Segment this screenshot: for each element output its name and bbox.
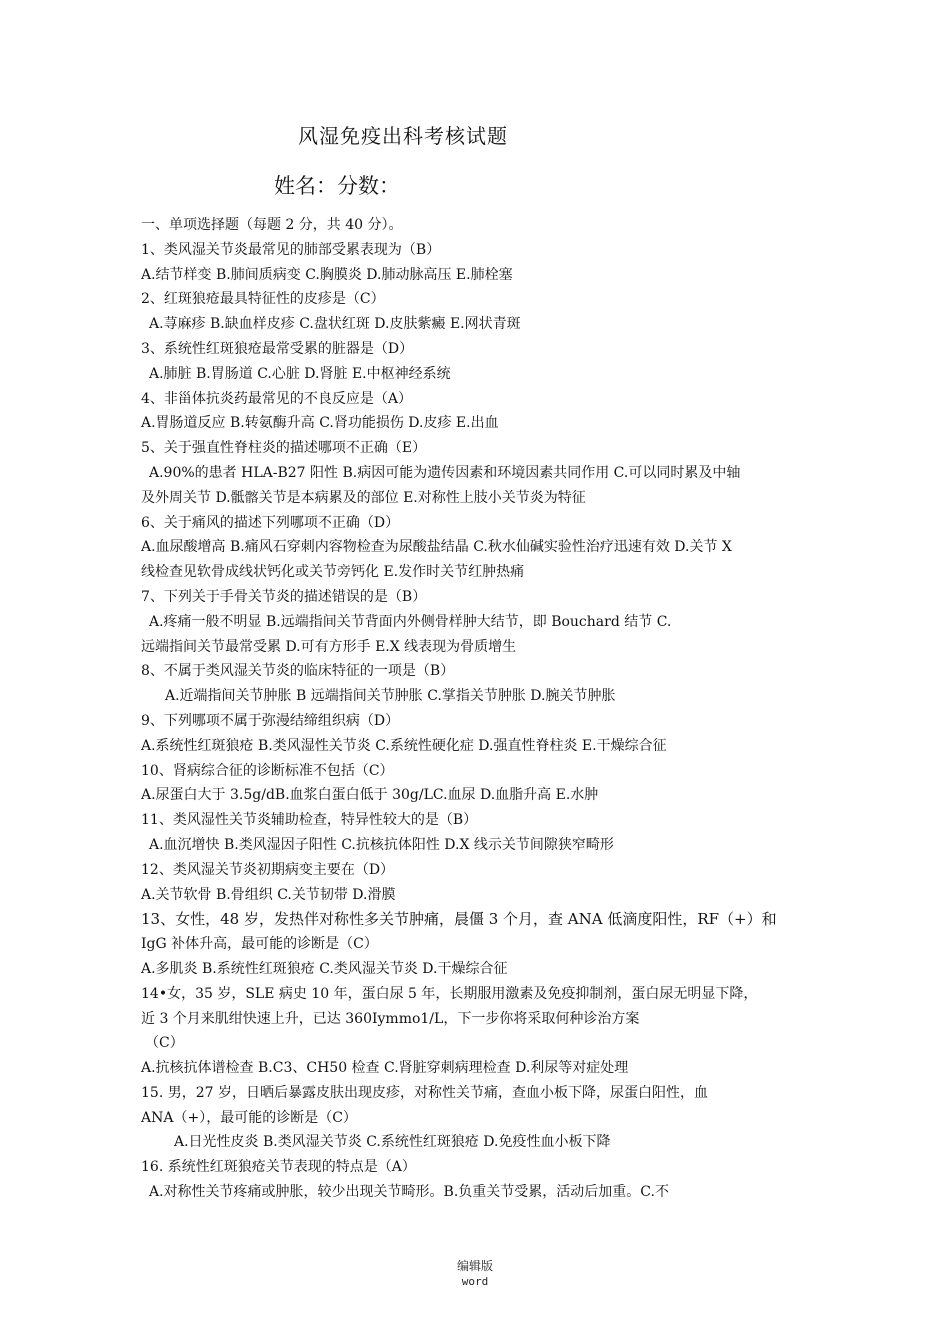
options-16: A.对称性关节疼痛或肿胀，较少出现关节畸形。B.负重关节受累，活动后加重。C.不: [149, 1184, 669, 1201]
options-8: A.近端指间关节肿胀 B 远端指间关节肿胀 C.掌指关节肿胀 D.腕关节肿胀: [165, 688, 616, 705]
question-15-line-2: ANA（+），最可能的诊断是（C）: [141, 1109, 357, 1126]
question-14-answer: （C）: [145, 1035, 184, 1052]
options-4: A.胃肠道反应 B.转氨酶升高 C.肾功能损伤 D.皮疹 E.出血: [141, 415, 499, 432]
options-6-line-2: 线检查见软骨成线状钙化或关节旁钙化 E.发作时关节红肿热痛: [141, 564, 525, 581]
page-title: 风湿免疫出科考核试题: [298, 124, 508, 148]
options-1: A.结节样变 B.肺间质病变 C.胸膜炎 D.肺动脉高压 E.肺栓塞: [141, 266, 513, 283]
options-10: A.尿蛋白大于 3.5g/dB.血浆白蛋白低于 30g/LC.血尿 D.血脂升高 E.水肿: [141, 787, 599, 804]
question-3: 3、系统性红斑狼疮最常受累的脏器是（D）: [141, 340, 414, 357]
section-heading: 一、单项选择题（每题 2 分，共 40 分）。: [141, 217, 403, 233]
options-11: A.血沉增快 B.类风湿因子阳性 C.抗核抗体阳性 D.X 线示关节间隙狭窄畸形: [149, 836, 614, 853]
options-2: A.荨麻疹 B.缺血样皮疹 C.盘状红斑 D.皮肤紫癜 E.网状青斑: [149, 316, 521, 333]
question-9: 9、下列哪项不属于弥漫结缔组织病（D）: [141, 712, 400, 729]
options-9: A.系统性红斑狼疮 B.类风湿性关节炎 C.系统性硬化症 D.强直性脊柱炎 E.干燥综合征: [141, 737, 667, 754]
question-2: 2、红斑狼疮最具特征性的皮疹是（C）: [141, 291, 385, 308]
options-12: A.关节软骨 B.骨组织 C.关节韧带 D.滑膜: [141, 886, 396, 903]
footer-word: word: [461, 1275, 489, 1288]
question-15-line-1: 15. 男，27 岁，日晒后暴露皮肤出现皮疹，对称性关节痛，查血小板下降，尿蛋白阳性，血: [141, 1084, 708, 1101]
question-5: 5、关于强直性脊柱炎的描述哪项不正确（E）: [141, 440, 427, 457]
options-3: A.肺脏 B.胃肠道 C.心脏 D.肾脏 E.中枢神经系统: [149, 365, 451, 382]
options-7-line-2: 远端指间关节最常受累 D.可有方形手 E.X 线表现为骨质增生: [141, 638, 517, 655]
footer-label: 编辑版: [456, 1259, 493, 1273]
question-8: 8、不属于类风湿关节炎的临床特征的一项是（B）: [141, 663, 455, 680]
question-7: 7、下列关于手骨关节炎的描述错误的是（B）: [141, 588, 427, 605]
question-4: 4、非甾体抗炎药最常见的不良反应是（A）: [141, 390, 413, 407]
question-6: 6、关于痛风的描述下列哪项不正确（D）: [141, 514, 400, 531]
options-5-line-1: A.90%的患者 HLA-B27 阳性 B.病因可能为遗传因素和环境因素共同作用 C.可以同时累及中轴: [149, 464, 741, 481]
options-14: A.抗核抗体谱检查 B.C3、CH50 检查 C.肾脏穿刺病理检查 D.利尿等对症处理: [141, 1060, 629, 1077]
options-15: A.日光性皮炎 B.类风湿关节炎 C.系统性红斑狼疮 D.免疫性血小板下降: [174, 1134, 611, 1151]
question-13-line-2: IgG 补体升高，最可能的诊断是（C）: [141, 936, 378, 953]
question-11: 11、类风湿性关节炎辅助检查，特异性较大的是（B）: [141, 812, 478, 829]
question-14-line-1: 14•女，35 岁，SLE 病史 10 年，蛋白尿 5 年，长期服用激素及免疫抑制剂，蛋白尿无明显下降，: [141, 985, 758, 1002]
question-14-line-2: 近 3 个月来肌绀快速上升，已达 360Iymmo1/L，下一步你将采取何种诊治方案: [141, 1010, 640, 1027]
options-7-line-1: A.疼痛一般不明显 B.远端指间关节背面内外侧骨样肿大结节，即 Bouchard 结节 C.: [149, 613, 672, 630]
question-12: 12、类风湿关节炎初期病变主要在（D）: [141, 861, 395, 878]
options-13: A.多肌炎 B.系统性红斑狼疮 C.类风湿关节炎 D.干燥综合征: [141, 960, 508, 977]
options-6-line-1: A.血尿酸增高 B.痛风石穿刺内容物检查为尿酸盐结晶 C.秋水仙碱实验性治疗迅速有效 D.关节 X: [141, 539, 732, 556]
name-score-field: 姓名：分数：: [274, 174, 400, 198]
question-16: 16. 系统性红斑狼疮关节表现的特点是（A）: [141, 1159, 416, 1176]
options-5-line-2: 及外周关节 D.骶髂关节是本病累及的部位 E.对称性上肢小关节炎为特征: [141, 489, 586, 506]
question-1: 1、类风湿关节炎最常见的肺部受累表现为（B）: [141, 241, 441, 258]
question-13-line-1: 13、女性，48 岁，发热伴对称性多关节肿痛，晨僵 3 个月，查 ANA 低滴度阳性，RF（+）和: [141, 910, 777, 929]
question-list: [141, 213, 821, 1205]
question-10: 10、肾病综合征的诊断标准不包括（C）: [141, 762, 394, 779]
